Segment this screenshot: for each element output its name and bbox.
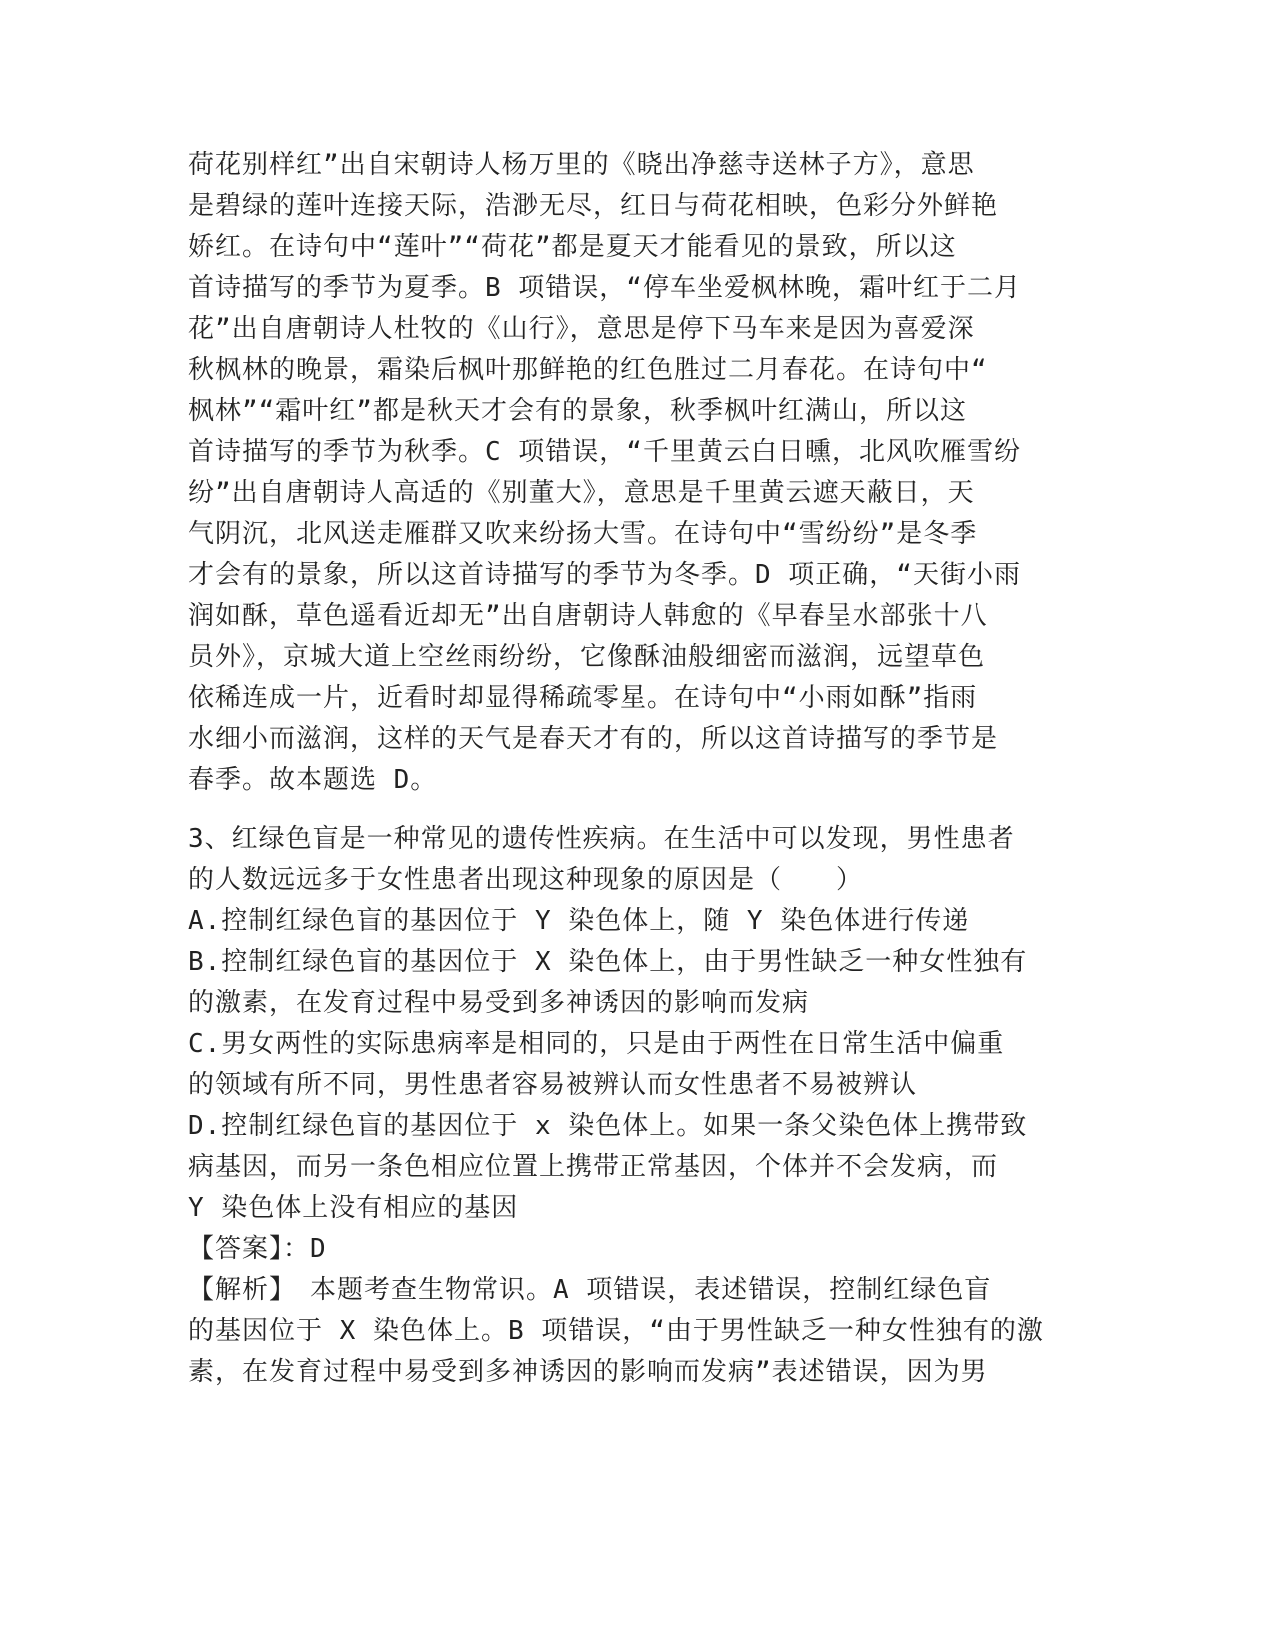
option-d — [188, 1106, 1088, 1229]
paragraph-line: 纷”出自唐朝诗人高适的《别董大》，意思是千里黄云遮天蔽日，天 — [188, 478, 975, 508]
option-b — [188, 942, 1088, 1024]
paragraph-line: 气阴沉，北风送走雁群又吹来纷扬大雪。在诗句中“雪纷纷”是冬季 — [188, 519, 978, 549]
paragraph-line: 秋枫林的晚景，霜染后枫叶那鲜艳的红色胜过二月春花。在诗句中“ — [188, 355, 988, 385]
paragraph-line: 首诗描写的季节为夏季。B 项错误，“停车坐爱枫林晚，霜叶红于二月 — [188, 273, 1021, 303]
paragraph-line: 娇红。在诗句中“莲叶”“荷花”都是夏天才能看见的景致，所以这 — [188, 232, 957, 262]
option-a-line: A.控制红绿色盲的基因位于 Y 染色体上，随 Y 染色体进行传递 — [188, 906, 970, 936]
option-d-line: Y 染色体上没有相应的基因 — [188, 1193, 519, 1223]
paragraph-line: 才会有的景象，所以这首诗描写的季节为冬季。D 项正确，“天街小雨 — [188, 560, 1021, 590]
document-content — [188, 145, 1088, 1393]
option-c — [188, 1024, 1088, 1106]
paragraph-line: 首诗描写的季节为秋季。C 项错误，“千里黄云白日曛，北风吹雁雪纷 — [188, 437, 1021, 467]
paragraph-line: 润如酥，草色遥看近却无”出自唐朝诗人韩愈的《早春呈水部张十八 — [188, 601, 988, 631]
option-b-line: 的激素，在发育过程中易受到多神诱因的影响而发病 — [188, 988, 810, 1018]
analysis-line: 【解析】 本题考查生物常识。A 项错误，表述错误，控制红绿色盲 — [188, 1275, 992, 1305]
analysis — [188, 1270, 1088, 1393]
paragraph-line: 依稀连成一片，近看时却显得稀疏零星。在诗句中“小雨如酥”指雨 — [188, 683, 978, 713]
paragraph-line: 水细小而滋润，这样的天气是春天才有的，所以这首诗描写的季节是 — [188, 724, 999, 754]
paragraph-line: 枫林”“霜叶红”都是秋天才会有的景象，秋季枫叶红满山，所以这 — [188, 396, 967, 426]
answer-line: 【答案】：D — [188, 1234, 327, 1264]
paragraph-line: 花”出自唐朝诗人杜牧的《山行》，意思是停下马车来是因为喜爱深 — [188, 314, 975, 344]
question-stem-line: 3、红绿色盲是一种常见的遗传性疾病。在生活中可以发现，男性患者 — [188, 824, 1015, 854]
previous-explanation — [188, 145, 1088, 801]
option-b-line: B.控制红绿色盲的基因位于 X 染色体上，由于男性缺乏一种女性独有 — [188, 947, 1028, 977]
paragraph-line: 员外》，京城大道上空丝雨纷纷，它像酥油般细密而滋润，远望草色 — [188, 642, 986, 672]
option-c-line: 的领域有所不同，男性患者容易被辨认而女性患者不易被辨认 — [188, 1070, 918, 1100]
question-block — [188, 819, 1088, 1393]
question-stem-line: 的人数远远多于女性患者出现这种现象的原因是（ ） — [188, 865, 864, 895]
option-a — [188, 901, 1088, 942]
paragraph-line: 是碧绿的莲叶连接天际，浩渺无尽，红日与荷花相映，色彩分外鲜艳 — [188, 191, 999, 221]
question-stem — [188, 819, 1088, 901]
option-d-line: 病基因，而另一条色相应位置上携带正常基因，个体并不会发病，而 — [188, 1152, 999, 1182]
analysis-line: 素，在发育过程中易受到多神诱因的影响而发病”表述错误，因为男 — [188, 1357, 988, 1387]
paragraph-line: 荷花别样红”出自宋朝诗人杨万里的《晓出净慈寺送林子方》，意思 — [188, 150, 975, 180]
analysis-line: 的基因位于 X 染色体上。B 项错误，“由于男性缺乏一种女性独有的激 — [188, 1316, 1044, 1346]
option-c-line: C.男女两性的实际患病率是相同的，只是由于两性在日常生活中偏重 — [188, 1029, 1005, 1059]
option-d-line: D.控制红绿色盲的基因位于 x 染色体上。如果一条父染色体上携带致 — [188, 1111, 1028, 1141]
paragraph-line: 春季。故本题选 D。 — [188, 765, 438, 795]
paragraph-spacer — [188, 801, 1088, 819]
